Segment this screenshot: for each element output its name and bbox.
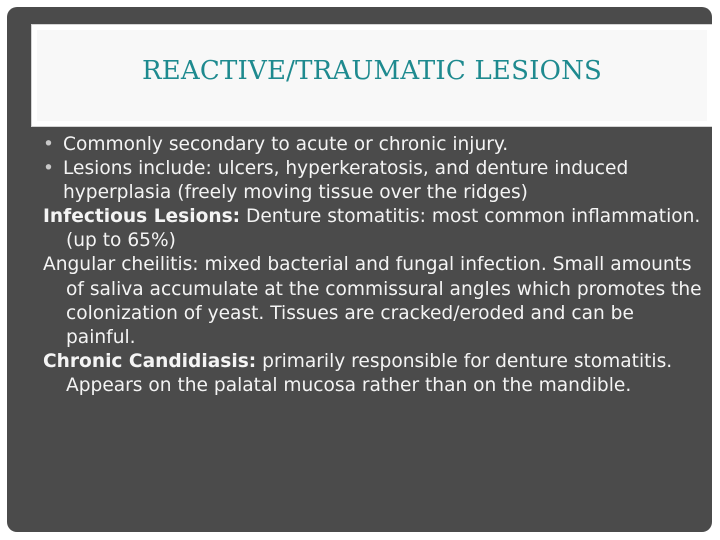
paragraph-chronic-candidiasis <box>43 350 708 398</box>
paragraph-angular-cheilitis <box>43 253 708 349</box>
title-box <box>31 24 712 127</box>
slide-title: REACTIVE/TRAUMATIC LESIONS <box>141 56 603 86</box>
bullet-icon: • <box>43 158 54 180</box>
paragraph-text: primarily responsible for denture stomatitis. Appears on the palatal mucosa rather than on the mandible. <box>66 350 673 396</box>
paragraph-lead: Infectious Lesions: <box>43 206 241 228</box>
slide-body <box>43 133 708 398</box>
paragraph-infectious-lesions <box>43 205 708 253</box>
bullet-text: Commonly secondary to acute or chronic injury. <box>63 134 509 155</box>
bullet-icon: • <box>43 134 54 155</box>
slide <box>7 7 712 532</box>
bullet-item <box>43 133 708 157</box>
paragraph-lead: Chronic Candidiasis: <box>43 350 257 372</box>
paragraph-text: Denture stomatitis: most common inflammation. (up to 65%) <box>66 206 701 252</box>
title-inner <box>37 30 707 121</box>
bullet-text: Lesions include: ulcers, hyperkeratosis, and denture induced hyperplasia (freely moving tissue over the ridges) <box>63 158 629 204</box>
paragraph-text: Angular cheilitis: mixed bacterial and fungal infection. Small amounts of saliva accumulate at the commissural angles which promotes the colonization of yeast. Tissues are cracked/eroded and can be painful. <box>43 254 702 348</box>
bullet-item <box>43 157 708 205</box>
